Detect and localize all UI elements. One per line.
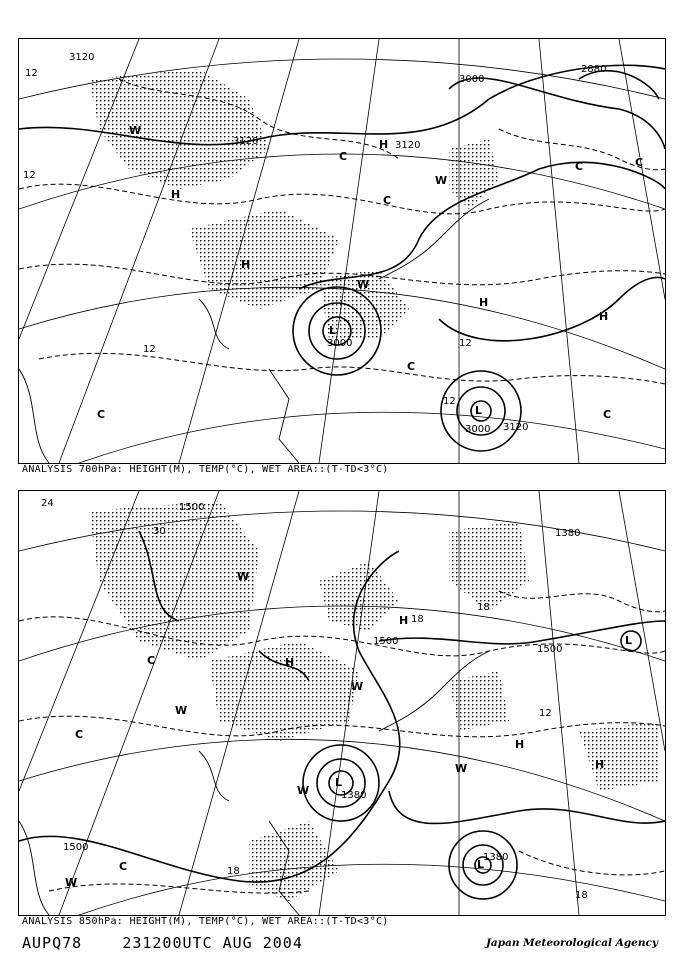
system-marker: C: [407, 360, 416, 373]
bulletin-header: [22, 934, 303, 952]
contour-label: 1380: [555, 528, 581, 539]
contour-label: 3000: [465, 424, 491, 435]
contour-label: 1500: [537, 644, 563, 655]
chart-700hpa: [18, 38, 666, 464]
system-marker: C: [635, 156, 644, 169]
system-marker: H: [515, 738, 525, 751]
contour-label: 3120: [395, 140, 421, 151]
system-marker: C: [119, 860, 128, 873]
system-marker: W: [237, 570, 250, 583]
map-850hpa: [19, 491, 665, 915]
system-marker: C: [147, 654, 156, 667]
system-marker: W: [455, 762, 468, 775]
contour-label: 3000: [327, 338, 353, 349]
contour-label: 1500: [179, 502, 205, 513]
contour-label: 3120: [233, 136, 259, 147]
system-marker: L: [625, 634, 633, 647]
system-marker: W: [129, 124, 142, 137]
system-marker: H: [379, 138, 389, 151]
system-marker: C: [575, 160, 584, 173]
system-marker: W: [297, 784, 310, 797]
system-marker: W: [351, 680, 364, 693]
contour-label: 18: [227, 866, 240, 877]
system-marker: H: [399, 614, 409, 627]
chart-850hpa: [18, 490, 666, 916]
agency-name: Japan Meteorological Agency: [485, 937, 658, 949]
contour-label: 3120: [503, 422, 529, 433]
contour-label: 12: [25, 68, 38, 79]
system-marker: H: [241, 258, 251, 271]
caption-700hpa: ANALYSIS 700hPa: HEIGHT(M), TEMP(°C), WET AREA::(T-TD<3°C): [22, 464, 389, 475]
contour-label: 1380: [341, 790, 367, 801]
bulletin-code: AUPQ78: [22, 934, 83, 952]
system-marker: W: [435, 174, 448, 187]
system-marker: W: [357, 278, 370, 291]
system-marker: C: [75, 728, 84, 741]
bulletin-time: 231200UTC AUG 2004: [122, 934, 303, 952]
contour-label: 18: [575, 890, 588, 901]
system-marker: H: [171, 188, 181, 201]
contour-label: 18: [477, 602, 490, 613]
system-marker: C: [97, 408, 106, 421]
system-marker: H: [595, 758, 605, 771]
contour-label: 1500: [373, 636, 399, 647]
contour-label: 1380: [483, 852, 509, 863]
map-700hpa: [19, 39, 665, 463]
contour-label: 3000: [459, 74, 485, 85]
system-marker: L: [477, 858, 485, 871]
contour-label: 3120: [69, 52, 95, 63]
system-marker: H: [599, 310, 609, 323]
system-marker: H: [479, 296, 489, 309]
system-marker: W: [65, 876, 78, 889]
contour-label: 1500: [63, 842, 89, 853]
contour-label: 12: [539, 708, 552, 719]
contour-label: 12: [459, 338, 472, 349]
system-marker: L: [475, 404, 483, 417]
contour-label: 18: [411, 614, 424, 625]
system-marker: H: [285, 656, 295, 669]
wet-area-850: [89, 501, 659, 901]
system-marker: C: [603, 408, 612, 421]
contour-label: 12: [443, 396, 456, 407]
system-marker: L: [329, 324, 337, 337]
contour-label: 30: [153, 526, 166, 537]
system-marker: L: [335, 776, 343, 789]
system-marker: W: [175, 704, 188, 717]
caption-850hpa: ANALYSIS 850hPa: HEIGHT(M), TEMP(°C), WET AREA::(T-TD<3°C): [22, 916, 389, 927]
contour-label: 12: [143, 344, 156, 355]
contour-label: 12: [23, 170, 36, 181]
contour-label: 24: [41, 498, 54, 509]
system-marker: C: [339, 150, 348, 163]
contour-label: 2880: [581, 64, 607, 75]
system-marker: C: [383, 194, 392, 207]
